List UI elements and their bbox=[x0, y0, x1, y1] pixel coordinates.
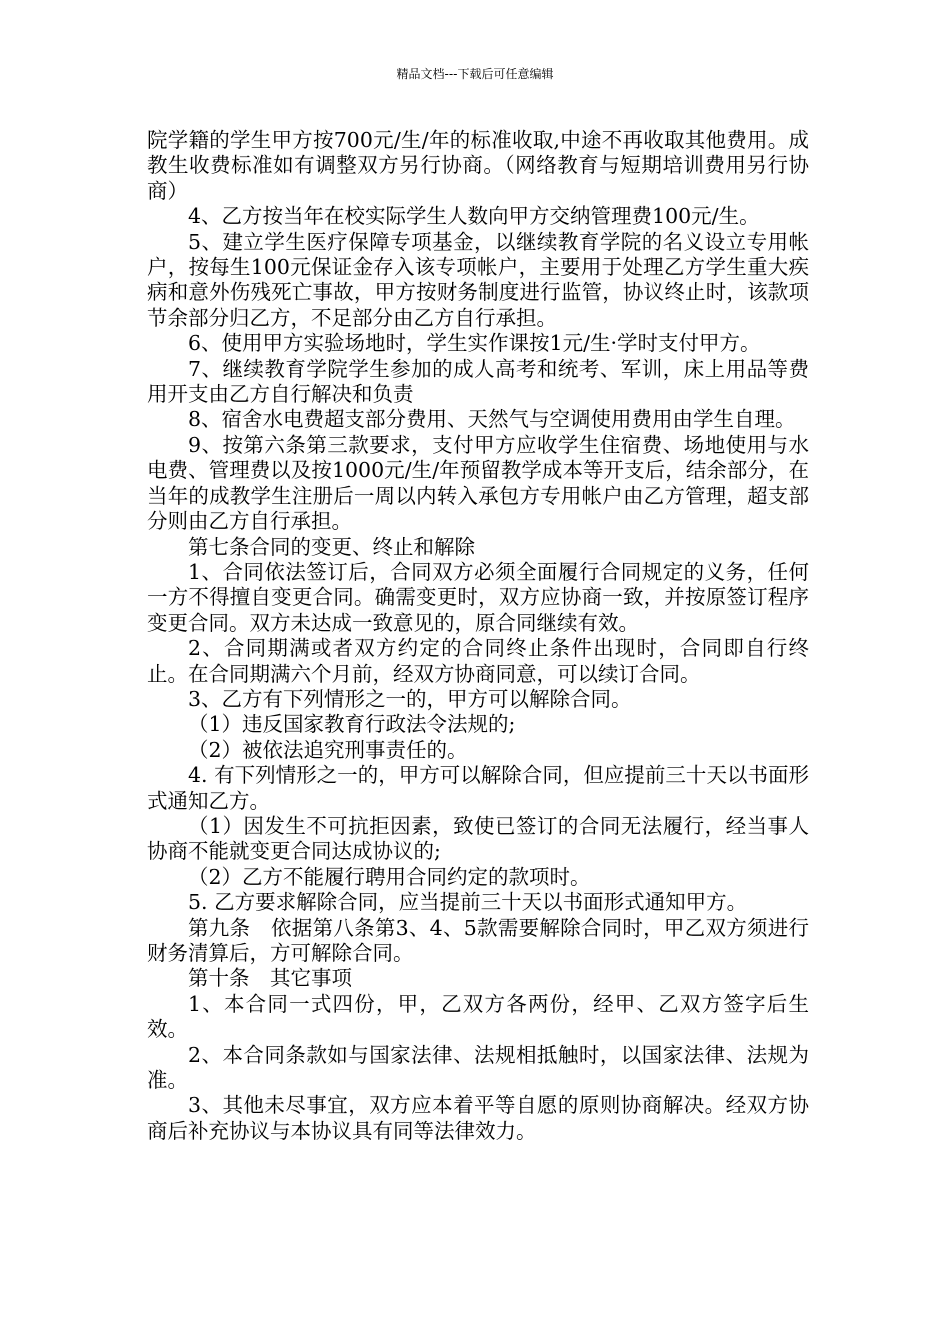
paragraph: 院学籍的学生甲方按700元/生/年的标准收取,中途不再收取其他费用。成教生收费标准如有调整双方另行协商。（网络教育与短期培训费用另行协商） bbox=[147, 128, 809, 203]
paragraph: 2、合同期满或者双方约定的合同终止条件出现时，合同即自行终止。在合同期满六个月前，经双方协商同意，可以续订合同。 bbox=[147, 636, 809, 686]
paragraph: 2、本合同条款如与国家法律、法规相抵触时，以国家法律、法规为准。 bbox=[147, 1042, 809, 1093]
paragraph: 1、合同依法签订后，合同双方必须全面履行合同规定的义务，任何一方不得擅自变更合同。确需变更时，双方应协商一致，并按原签订程序变更合同。双方未达成一致意见的，原合同继续有效。 bbox=[147, 559, 809, 635]
paragraph: （1）因发生不可抗拒因素，致使已签订的合同无法履行，经当事人协商不能就变更合同达成协议的; bbox=[147, 813, 809, 864]
paragraph: 6、使用甲方实验场地时，学生实作课按1元/生·学时支付甲方。 bbox=[188, 331, 761, 356]
document-body bbox=[147, 128, 809, 1144]
paragraph: 5. 乙方要求解除合同，应当提前三十天以书面形式通知甲方。 bbox=[188, 890, 748, 915]
paragraph: 7、继续教育学院学生参加的成人高考和统考、军训，床上用品等费用开支由乙方自行解决和负责 bbox=[147, 356, 809, 407]
paragraph: 1、本合同一式四份，甲，乙双方各两份，经甲、乙双方签字后生效。 bbox=[147, 991, 809, 1042]
paragraph: 4. 有下列情形之一的，甲方可以解除合同，但应提前三十天以书面形式通知乙方。 bbox=[147, 763, 809, 813]
paragraph: 8、宿舍水电费超支部分费用、天然气与空调使用费用由学生自理。 bbox=[188, 407, 796, 432]
paragraph: （1）违反国家教育行政法令法规的; bbox=[188, 712, 516, 737]
paragraph: 3、其他未尽事宜，双方应本着平等自愿的原则协商解决。经双方协商后补充协议与本协议具有同等法律效力。 bbox=[147, 1093, 809, 1143]
paragraph: 3、乙方有下列情形之一的，甲方可以解除合同。 bbox=[188, 686, 632, 711]
paragraph: 4、乙方按当年在校实际学生人数向甲方交纳管理费100元/生。 bbox=[188, 204, 760, 229]
paragraph: （2）被依法追究刑事责任的。 bbox=[188, 737, 468, 762]
paragraph: 第十条 其它事项 bbox=[188, 966, 352, 991]
paragraph: （2）乙方不能履行聘用合同约定的款项时。 bbox=[188, 864, 591, 889]
page-header: 精品文档---下载后可任意编辑 bbox=[396, 67, 554, 81]
paragraph: 5、建立学生医疗保障专项基金，以继续教育学院的名义设立专用帐户，按每生100元保证金存入该专项帐户，主要用于处理乙方学生重大疾病和意外伤残死亡事故，甲方按财务制度进行监管，协议终止时，该款项节余部分归乙方，不足部分由乙方自行承担。 bbox=[147, 229, 809, 330]
paragraph: 第七条合同的变更、终止和解除 bbox=[188, 534, 475, 559]
paragraph: 第九条 依据第八条第3、4、5款需要解除合同时，甲乙双方须进行财务清算后，方可解除合同。 bbox=[147, 915, 809, 965]
paragraph: 9、按第六条第三款要求，支付甲方应收学生住宿费、场地使用与水电费、管理费以及按1000元/生/年预留教学成本等开支后，结余部分，在当年的成教学生注册后一周以内转入承包方专用帐户由乙方管理，超支部分则由乙方自行承担。 bbox=[147, 432, 809, 534]
